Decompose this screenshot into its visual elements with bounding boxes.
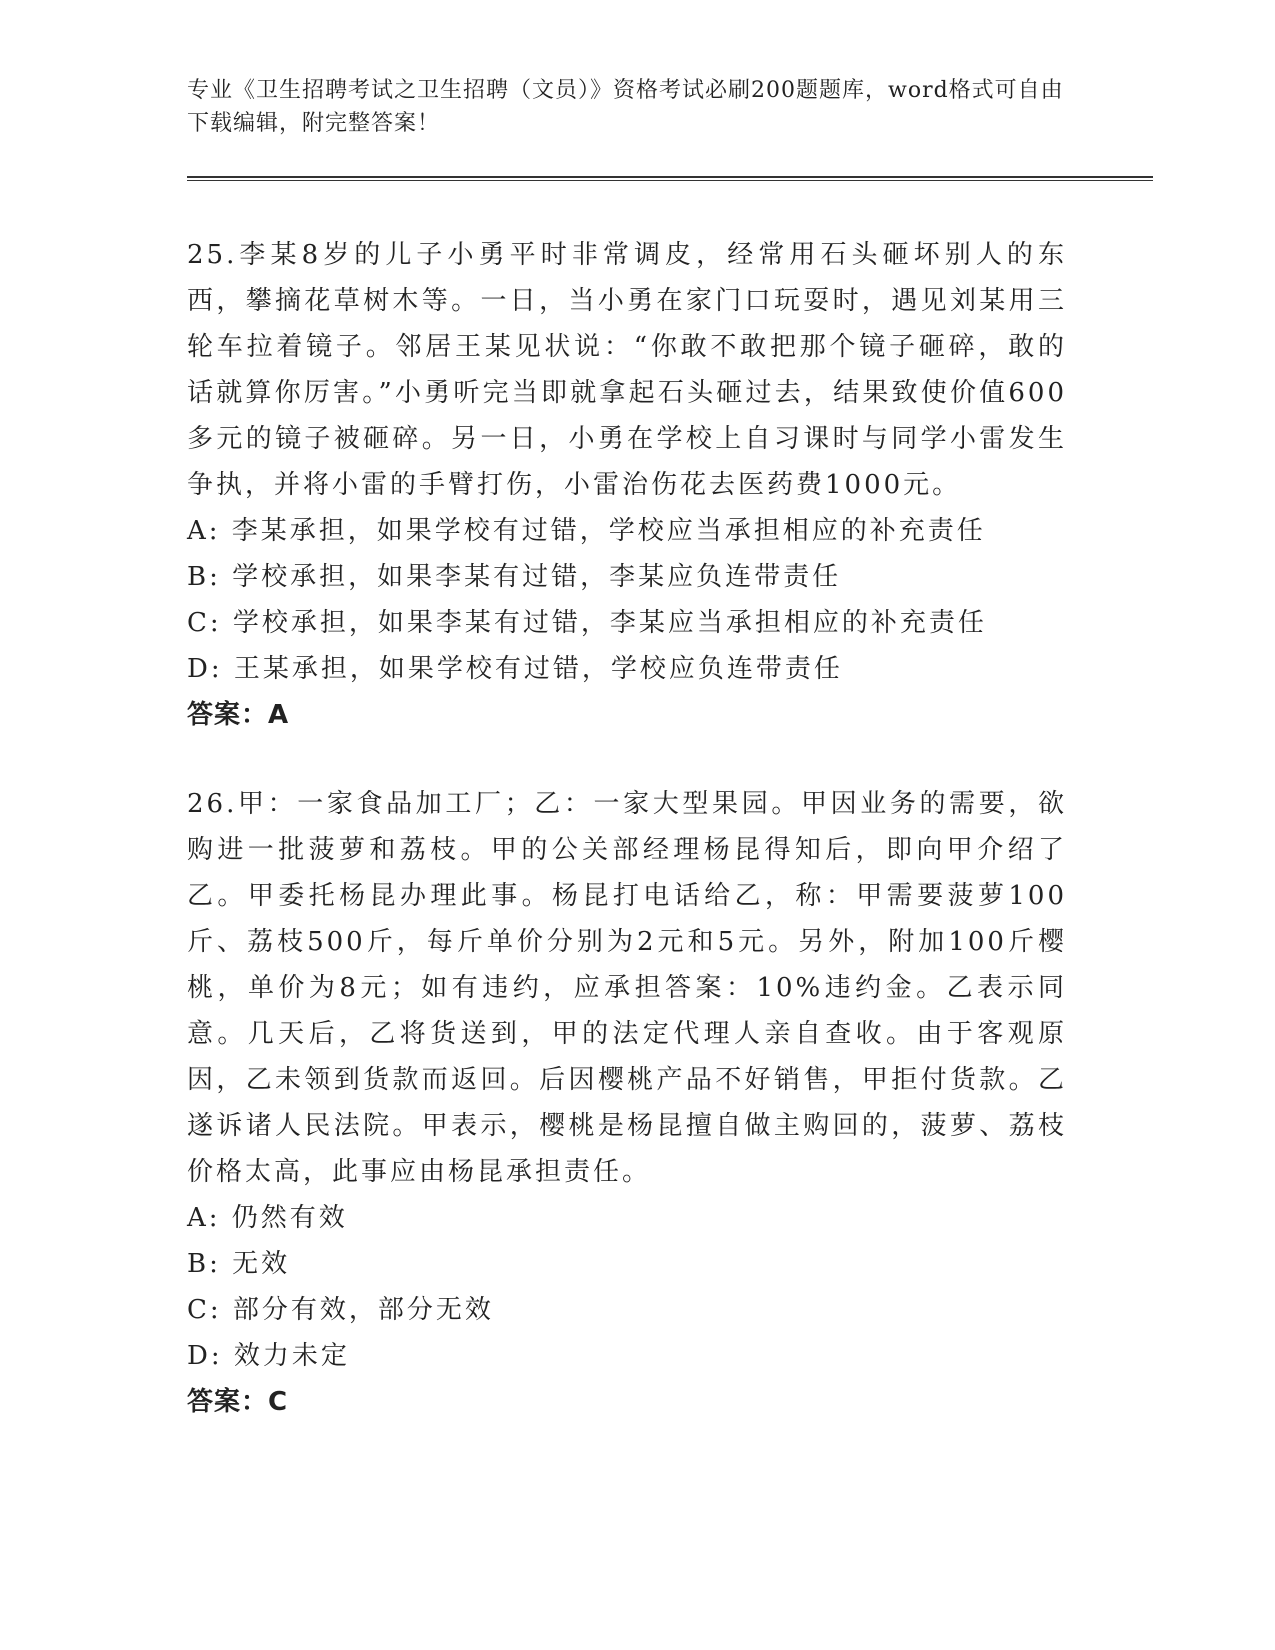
header-divider-thin bbox=[187, 180, 1153, 181]
option-c: C: 部分有效，部分无效 bbox=[187, 1295, 494, 1325]
option-d: D: 王某承担，如果学校有过错，学校应负连带责任 bbox=[187, 654, 843, 684]
question-26 bbox=[187, 781, 1067, 1425]
option-a: A: 李某承担，如果学校有过错，学校应当承担相应的补充责任 bbox=[187, 516, 986, 546]
question-25 bbox=[187, 232, 1067, 738]
option-b: B: 无效 bbox=[187, 1249, 291, 1279]
option-a: A: 仍然有效 bbox=[187, 1203, 348, 1233]
header-divider-thick bbox=[187, 176, 1153, 178]
header-divider bbox=[187, 176, 1153, 181]
question-stem: 26.甲：一家食品加工厂；乙：一家大型果园。甲因业务的需要，欲购进一批菠萝和荔枝。甲的公关部经理杨昆得知后，即向甲介绍了乙。甲委托杨昆办理此事。杨昆打电话给乙，称：甲需要菠萝100斤、荔枝500斤，每斤单价分别为2元和5元。另外，附加100斤樱桃，单价为8元；如有违约，应承担答案：10%违约金。乙表示同意。几天后，乙将货送到，甲的法定代理人亲自查收。由于客观原因，乙未领到货款而返回。后因樱桃产品不好销售，甲拒付货款。乙遂诉诸人民法院。甲表示，樱桃是杨昆擅自做主购回的，菠萝、荔枝价格太高，此事应由杨昆承担责任。 bbox=[187, 789, 1067, 1187]
answer-line: 答案：A bbox=[187, 700, 290, 730]
option-b: B: 学校承担，如果李某有过错，李某应负连带责任 bbox=[187, 562, 842, 592]
option-d: D: 效力未定 bbox=[187, 1341, 350, 1371]
page-header: 专业《卫生招聘考试之卫生招聘（文员）》资格考试必刷200题题库，word格式可自由下载编辑，附完整答案！ bbox=[187, 78, 1064, 136]
answer-line: 答案：C bbox=[187, 1387, 289, 1417]
question-stem: 25.李某8岁的儿子小勇平时非常调皮，经常用石头砸坏别人的东西，攀摘花草树木等。一日，当小勇在家门口玩耍时，遇见刘某用三轮车拉着镜子。邻居王某见状说：“你敢不敢把那个镜子砸碎，敢的话就算你厉害。”小勇听完当即就拿起石头砸过去，结果致使价值600多元的镜子被砸碎。另一日，小勇在学校上自习课时与同学小雷发生争执，并将小雷的手臂打伤，小雷治伤花去医药费1000元。 bbox=[187, 240, 1067, 500]
option-c: C: 学校承担，如果李某有过错，李某应当承担相应的补充责任 bbox=[187, 608, 987, 638]
